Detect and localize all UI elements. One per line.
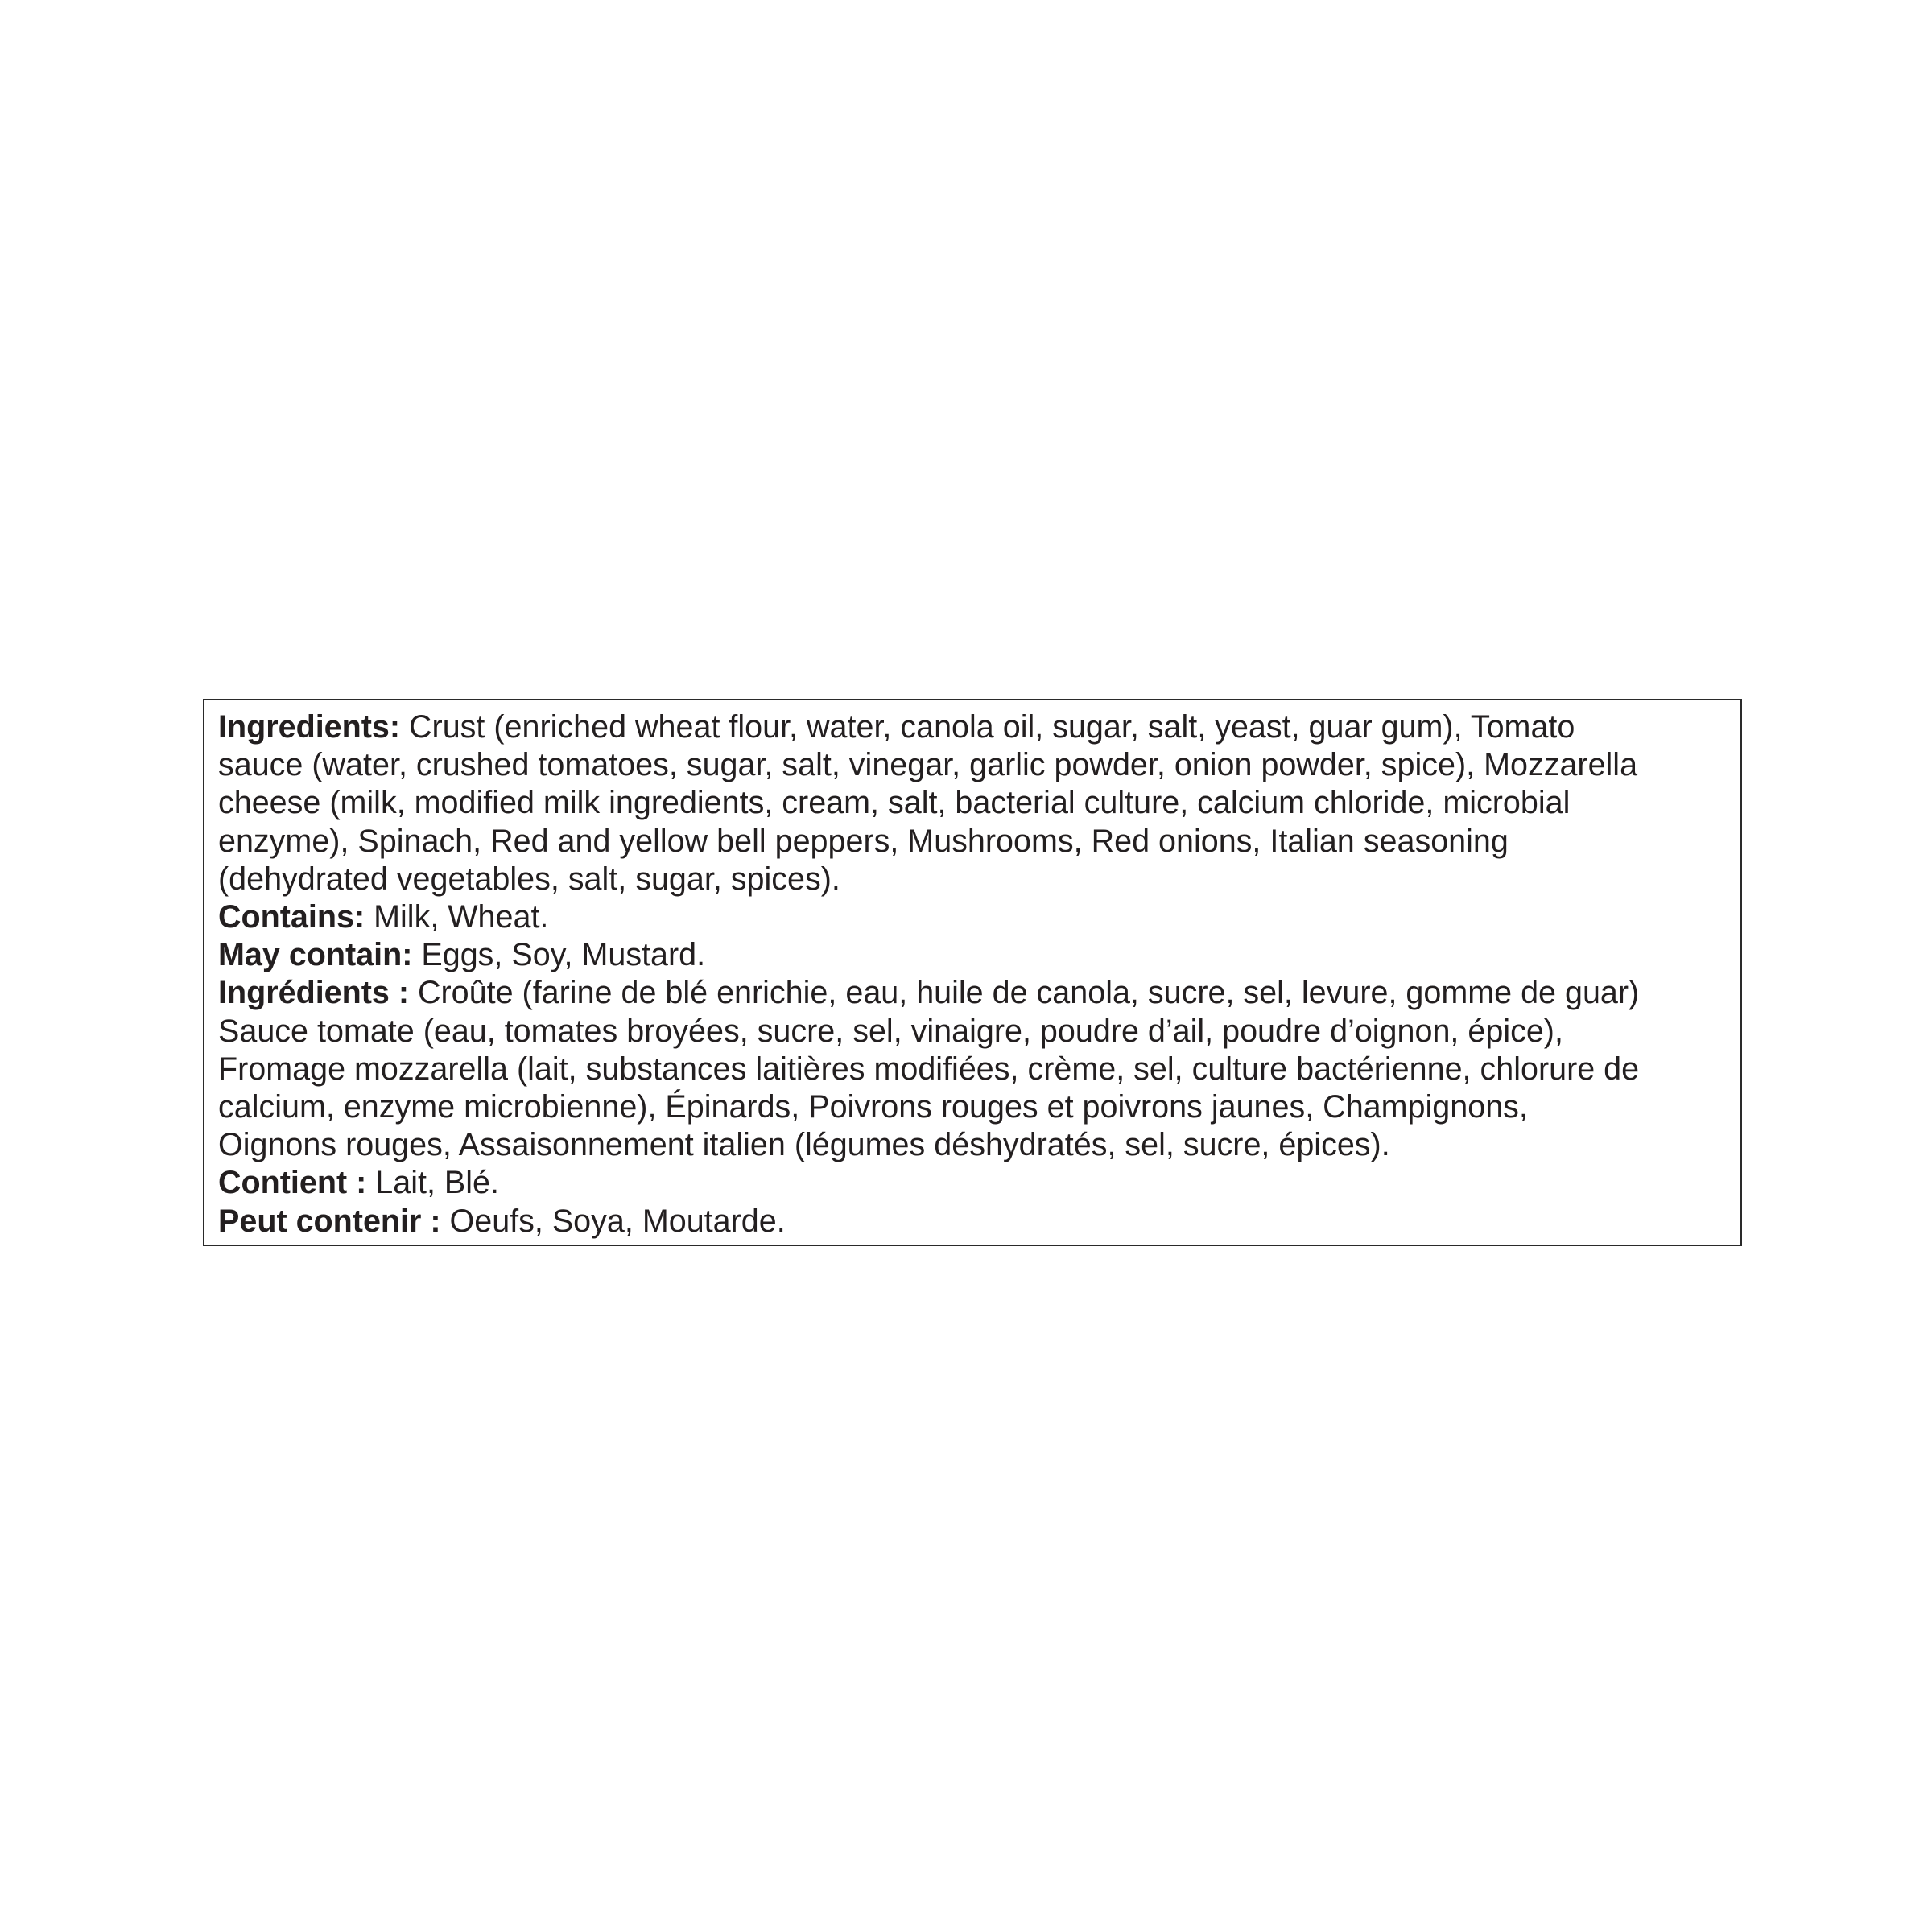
ingredients-line <box>218 861 1728 898</box>
ingredients-text-fr: Croûte (farine de blé enrichie, eau, huile de canola, sucre, sel, levure, gomme de guar) <box>409 975 1640 1011</box>
ingredients-line-fr <box>218 1126 1728 1164</box>
ingredients-line-fr <box>218 1088 1728 1126</box>
ingredients-text-fr: Fromage mozzarella (lait, substances laitières modifiées, crème, sel, culture bactérienne, chlorure de <box>218 1051 1640 1087</box>
may-contain-line <box>218 936 1728 974</box>
contains-heading-fr: Contient : <box>218 1165 367 1201</box>
contains-line-fr <box>218 1164 1728 1202</box>
ingredients-line <box>218 708 1728 746</box>
ingredients-text: (dehydrated vegetables, salt, sugar, spices). <box>218 861 840 897</box>
ingredients-text: enzyme), Spinach, Red and yellow bell peppers, Mushrooms, Red onions, Italian seasoning <box>218 823 1509 859</box>
ingredients-line <box>218 784 1728 822</box>
ingredients-text-fr: Oignons rouges, Assaisonnement italien (légumes déshydratés, sel, sucre, épices). <box>218 1127 1390 1163</box>
may-contain-heading-en: May contain: <box>218 937 413 973</box>
contains-heading-en: Contains: <box>218 899 365 935</box>
ingredients-text-fr: calcium, enzyme microbienne), Épinards, Poivrons rouges et poivrons jaunes, Champignons, <box>218 1089 1528 1125</box>
may-contain-text-fr: Oeufs, Soya, Moutarde. <box>440 1203 786 1239</box>
ingredients-heading-fr: Ingrédients : <box>218 975 410 1011</box>
contains-text: Milk, Wheat. <box>365 899 549 935</box>
ingredients-line-fr <box>218 1013 1728 1051</box>
may-contain-text: Eggs, Soy, Mustard. <box>412 937 706 973</box>
may-contain-line-fr <box>218 1203 1728 1241</box>
ingredients-text: Crust (enriched wheat flour, water, canola oil, sugar, salt, yeast, guar gum), Tomato <box>400 709 1575 745</box>
ingredients-text: sauce (water, crushed tomatoes, sugar, salt, vinegar, garlic powder, onion powder, spice), Mozzarella <box>218 747 1638 783</box>
ingredients-panel <box>203 699 1742 1246</box>
ingredients-line-fr <box>218 974 1728 1012</box>
ingredients-line <box>218 823 1728 861</box>
contains-line <box>218 898 1728 936</box>
ingredients-line-fr <box>218 1051 1728 1088</box>
may-contain-heading-fr: Peut contenir : <box>218 1203 441 1239</box>
ingredients-line <box>218 746 1728 784</box>
ingredients-text: cheese (milk, modified milk ingredients, cream, salt, bacterial culture, calcium chloride, microbial <box>218 785 1571 821</box>
ingredients-text-fr: Sauce tomate (eau, tomates broyées, sucre, sel, vinaigre, poudre d’ail, poudre d’oignon, épice), <box>218 1013 1563 1049</box>
contains-text-fr: Lait, Blé. <box>366 1165 499 1201</box>
ingredients-heading-en: Ingredients: <box>218 709 401 745</box>
